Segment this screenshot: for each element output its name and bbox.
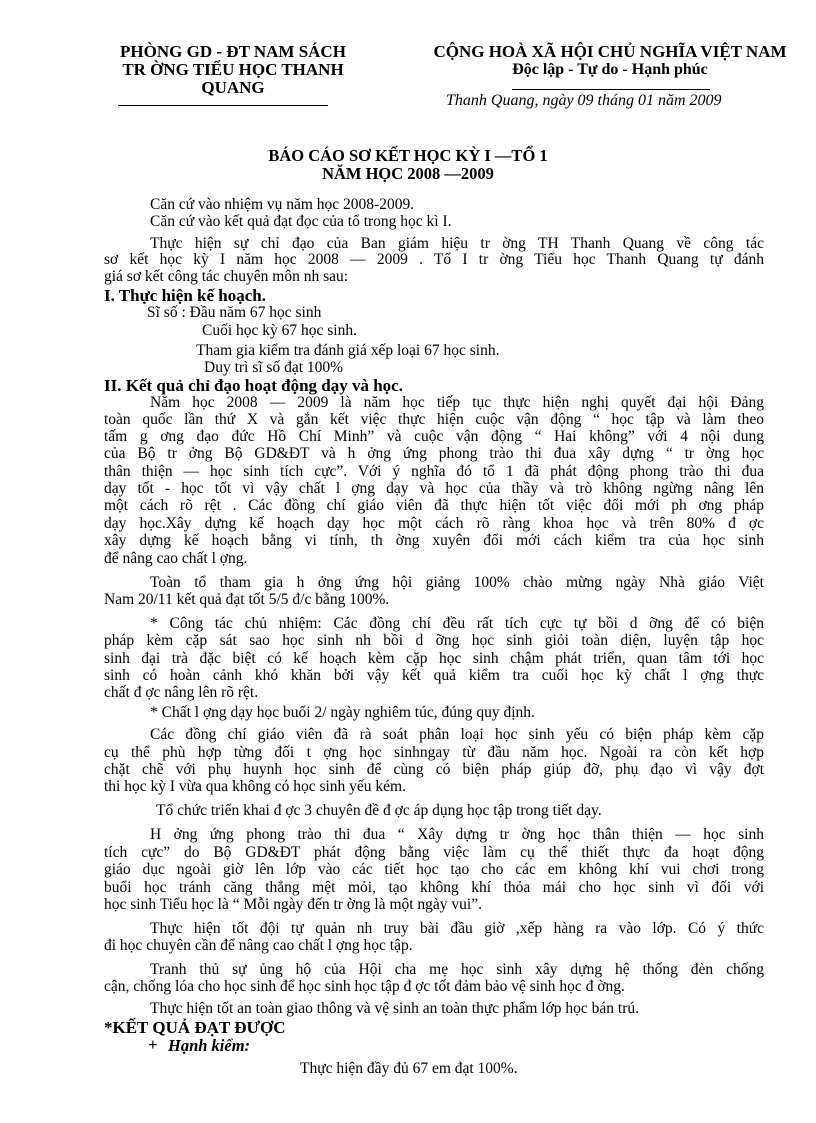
section-1-line: Tham gia kiểm tra đánh giá xếp loại 67 học sinh. [196,342,500,359]
body-line: Tranh thủ sự ủng hộ của Hội cha mẹ học sinh xây dựng hệ thống đèn chống [150,961,764,978]
intro-line: Căn cứ vào nhiệm vụ năm học 2008-2009. [150,196,415,213]
section-1-line: Duy trì sĩ số đạt 100% [204,359,344,376]
body-line: Năm học 2008 — 2009 là năm học tiếp tục thực hiện nghị quyết đại hội Đảng [150,394,764,411]
nation-title: CỘNG HOÀ XÃ HỘI CHỦ NGHĨA VIỆT NAM [433,42,787,61]
results-line: Thực hiện đầy đủ 67 em đạt 100%. [300,1060,518,1077]
nation-motto: Độc lập - Tự do - Hạnh phúc [512,61,708,78]
results-bullet: + [148,1035,158,1054]
body-line: dạy tốt - học tốt vì vậy chất l ợng dạy và học của thầy và trò không ngừng nâng lên [104,480,764,497]
body-line: sinh có hoàn cảnh khó khăn bởi vậy kết quả kiểm tra cuối học kỳ chất l ợng thực [104,667,764,684]
body-line: Các đồng chí giáo viên đã rà soát phân loại học sinh yếu có biện pháp kèm cặp [150,726,764,743]
section-2-heading: II. Kết quả chỉ đạo hoạt động dạy và học. [104,376,403,395]
school-name: TR ỜNG TIỂU HỌC THANH [122,60,344,79]
intro-line: Thực hiện sự chỉ đạo của Ban giám hiệu tr ờng TH Thanh Quang về công tác [150,235,764,252]
body-line: tấm g ơng đạo đức Hồ Chí Minh” và cuộc vận động “ Hai không” với 4 nội dung [104,428,764,445]
body-line: * Công tác chủ nhiệm: Các đồng chí đều rất tích cực tự bồi d ỡng để có biện [150,615,764,632]
report-title: BÁO CÁO SƠ KẾT HỌC KỲ I —TỔ 1 [268,146,548,165]
intro-line: sơ kết học kỳ I năm học 2008 — 2009 . Tổ I tr ờng Tiểu học Thanh Quang tự đánh [104,251,764,268]
report-year: NĂM HỌC 2008 —2009 [322,164,494,183]
body-line: để nâng cao chất l ợng. [104,550,248,567]
intro-line: giá sơ kết công tác chuyên môn nh sau: [104,268,349,285]
date-line: Thanh Quang, ngày 09 tháng 01 năm 2009 [446,92,722,109]
results-heading: *KẾT QUẢ ĐẠT ĐƯỢC [104,1018,286,1037]
section-1-heading: I. Thực hiện kế hoạch. [104,286,266,305]
header-right-rule [512,89,710,90]
body-line: buổi học tránh căng thẳng mệt mỏi, tạo không khí thỏa mái cho học sinh vì đối với [104,879,764,896]
body-line: Tổ chức triển khai đ ợc 3 chuyên đề đ ợc áp dụng học tập trong tiết dạy. [156,802,602,819]
body-line: sinh đại trà đặc biệt có kế hoạch kèm cặp học sinh chậm phát triển, quan tâm tới học [104,650,764,667]
body-line: Thực hiện tốt đội tự quản nh truy bài đầu giờ ,xếp hàng ra vào lớp. Có ý thức [150,920,764,937]
body-line: học sinh Tiểu học là “ Mỗi ngày đến tr ờng là một ngày vui”. [104,896,482,913]
school-name-cont: QUANG [201,78,265,97]
body-line: đi học chuyên cần để nâng cao chất l ợng học tập. [104,937,413,954]
body-line: * Chất l ợng dạy học buổi 2/ ngày nghiêm túc, đúng quy định. [150,704,535,721]
section-1-line: Sĩ số : Đầu năm 67 học sinh [147,304,322,321]
body-line: tích cực” do Bộ GD&ĐT phát động bằng việc làm cụ thể thiết thực đa hoạt động [104,844,764,861]
results-subheading: Hạnh kiểm: [168,1036,251,1055]
body-line: cụ thể phù hợp từng đối t ợng học sinhngay từ đầu năm học. Ngoài ra còn kết hợp [104,744,764,761]
body-line: chất đ ợc nâng lên rõ rệt. [104,684,259,701]
body-line: toàn quốc lần thứ X và gắn kết việc thực hiện cuộc vận động “ học tập và làm theo [104,411,764,428]
body-line: một cách rõ rệt . Các đồng chí giáo viên đã thực hiện tốt việc đổi mới ph ơng pháp [104,497,764,514]
body-line: xây dựng kế hoạch bằng vi tính, th ờng xuyên đổi mới cách kiểm tra của học sinh [104,532,764,549]
school-dept: PHÒNG GD - ĐT NAM SÁCH [120,42,346,61]
body-line: giáo dục ngoài giờ lên lớp vào các tiết học tạo cho các em không khí vui chơi trong [104,861,764,878]
body-line: của Bộ tr ởng Bộ GD&ĐT và h ởng ứng phong trào thi đua xây dựng “ tr ờng học [104,445,764,462]
intro-line: Căn cứ vào kết quả đạt đọc của tổ trong học kì I. [150,213,452,230]
body-line: Nam 20/11 kết quả đạt tốt 5/5 đ/c bằng 100%. [104,591,390,608]
body-line: dạy học.Xây dựng kế hoạch dạy học một cách rõ ràng khoa học và trên 80% đ ợc [104,515,764,532]
body-line: pháp kèm cặp sát sao học sinh nh bồi d ỡng học sinh giỏi toàn diện, luyện tập học [104,632,764,649]
body-line: thân thiện — học sinh tích cực”. Với ý nghĩa đó tổ 1 đã phát động phong trào thi đua [104,463,764,480]
body-line: cận, chống lóa cho học sinh để học sinh học tập đ ợc tốt đảm bảo vệ sinh học đ ờng. [104,978,625,995]
body-line: H ởng ứng phong trào thi đua “ Xây dựng tr ờng học thân thiện — học sinh [150,826,764,843]
header-left-rule [118,105,328,106]
body-line: Thực hiện tốt an toàn giao thông và vệ sinh an toàn thực phẩm lớp học bán trú. [150,1000,640,1017]
section-1-line: Cuối học kỳ 67 học sinh. [202,322,357,339]
body-line: chặt chẽ với phụ huynh học sinh để cùng có biện pháp giúp đỡ, phụ đạo vì vậy đợt [104,761,764,778]
body-line: thi học kỳ I vừa qua không có học sinh yếu kém. [104,778,406,795]
body-line: Toàn tổ tham gia h ởng ứng hội giảng 100% chào mừng ngày Nhà giáo Việt [150,574,764,591]
